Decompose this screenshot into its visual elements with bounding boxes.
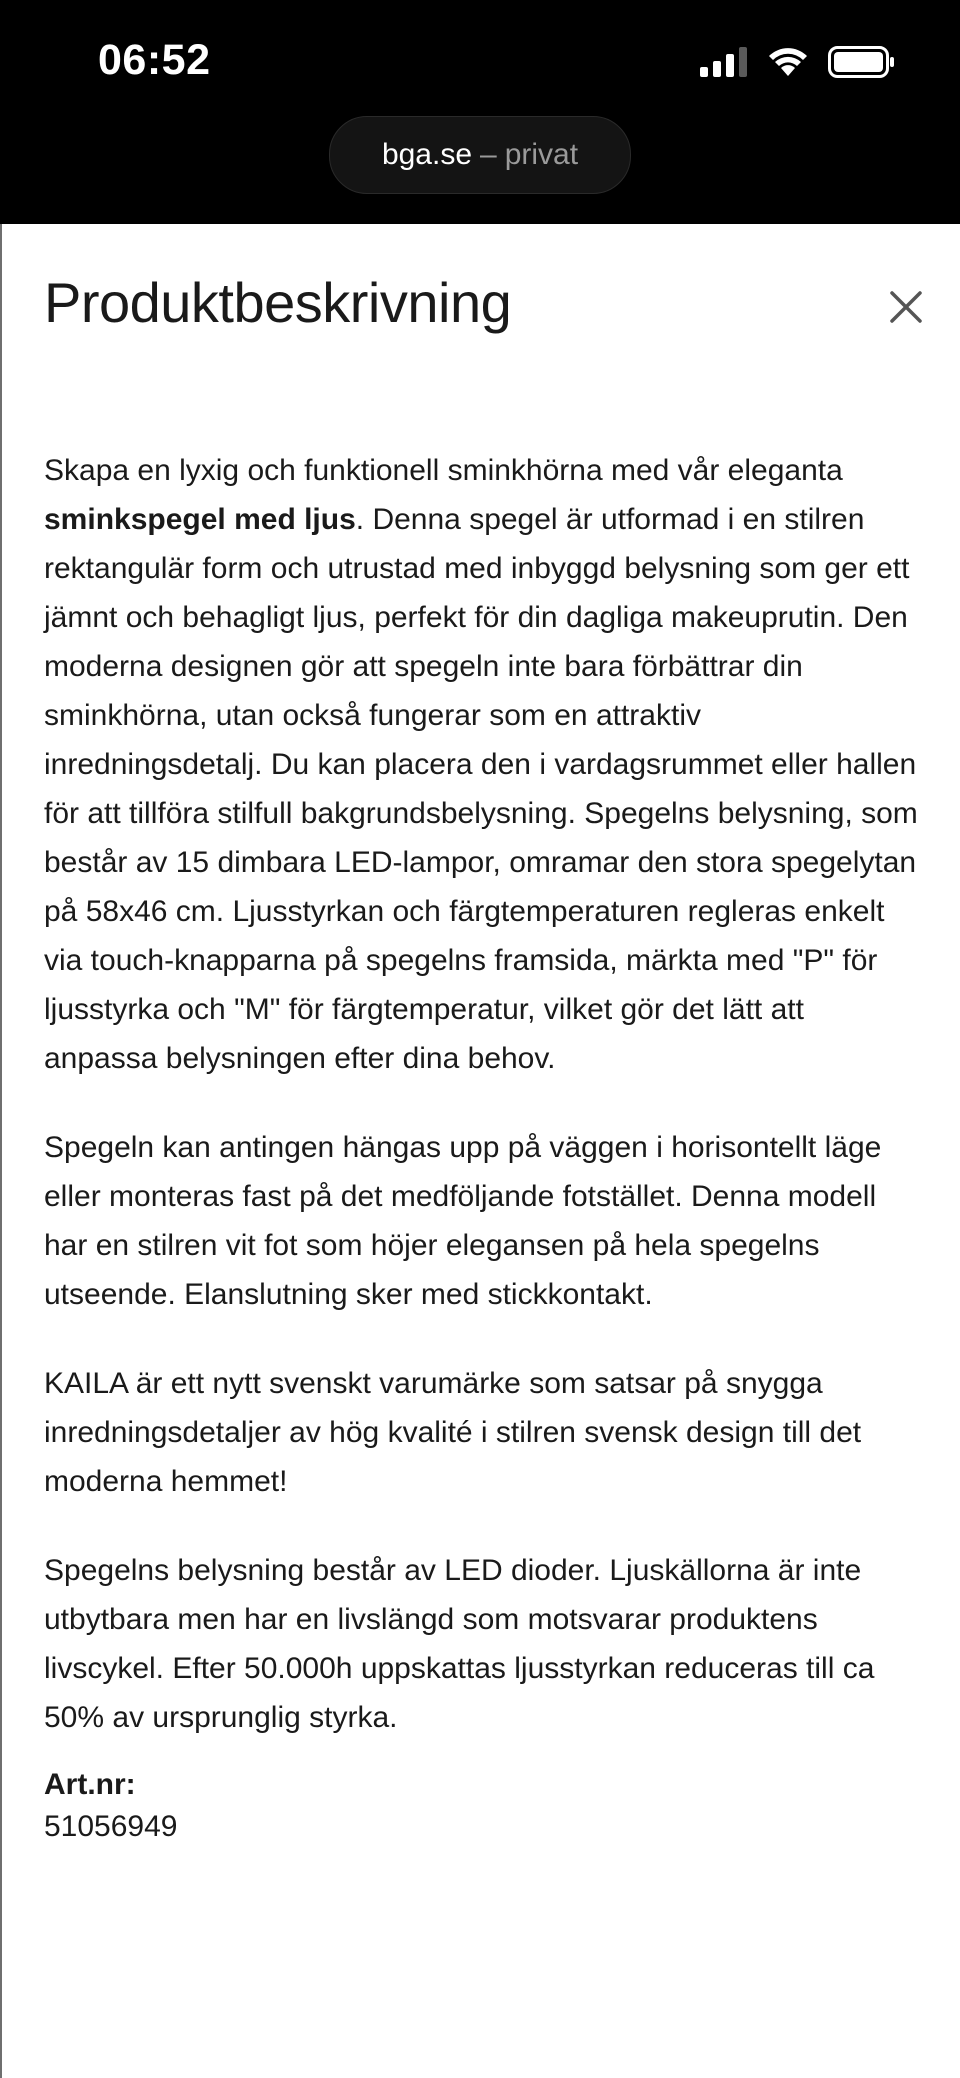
description-paragraph-1 — [44, 446, 924, 1083]
close-icon — [880, 281, 932, 333]
browsing-mode-label: privat — [504, 138, 579, 171]
cellular-signal-icon — [700, 47, 748, 77]
wifi-icon — [766, 46, 810, 78]
status-bar — [0, 0, 960, 224]
product-description-sheet — [0, 224, 960, 2078]
description-paragraph-3: KAILA är ett nytt svenskt varumärke som satsar på snygga inredningsdetaljer av hög kvalité i stilren svensk design till det moderna hemmet! — [44, 1367, 862, 1498]
url-bar[interactable] — [329, 116, 631, 194]
status-icons — [700, 46, 896, 78]
description-paragraph-4: Spegelns belysning består av LED dioder. Ljuskällorna är inte utbytbara men har en livslängd som motsvarar produktens livscykel. Efter 50.000h uppskattas ljusstyrkan reduceras till ca 50% av ursprunglig styrka. — [44, 1554, 875, 1734]
paragraph-1-rest: . Denna spegel är utformad i en stilren rektangulär form och utrustad med inbyggd belysning som ger ett jämnt och behagligt ljus, perfekt för din dagliga makeuprutin. Den moderna designen gör att spegeln inte bara förbättrar din sminkhörna, utan också fungerar som en attraktiv inredningsdetalj. Du kan placera den i vardagsrummet eller hallen för att tillföra stilfull bakgrundsbelysning. Spegelns belysning, som består av 15 dimbara LED-lampor, omramar den stora spegelytan på 58x46 cm. Ljusstyrkan och färgtemperaturen regleras enkelt via touch-knapparna på spegelns framsida, märkta med "P" för ljusstyrka och "M" för färgtemperatur, vilket gör det lätt att anpassa belysningen efter dina behov. — [44, 503, 918, 1075]
paragraph-1-intro: Skapa en lyxig och funktionell sminkhörna med vår eleganta — [44, 454, 843, 487]
sheet-title: Produktbeskrivning — [44, 271, 512, 334]
product-keyword: sminkspegel med ljus — [44, 503, 356, 536]
battery-icon — [828, 46, 896, 78]
article-number-label: Art.nr: — [44, 1768, 136, 1801]
description-content — [44, 446, 924, 1848]
url-separator: – — [480, 138, 497, 171]
url-domain: bga.se — [381, 138, 473, 171]
article-number-value: 51056949 — [44, 1810, 178, 1843]
close-button[interactable] — [880, 281, 932, 333]
description-paragraph-2: Spegeln kan antingen hängas upp på väggen i horisontellt läge eller monteras fast på det medföljande fotstället. Denna modell har en stilren vit fot som höjer elegansen på hela spegelns utseende. Elanslutning sker med stickkontakt. — [44, 1131, 882, 1311]
status-time: 06:52 — [98, 36, 211, 84]
